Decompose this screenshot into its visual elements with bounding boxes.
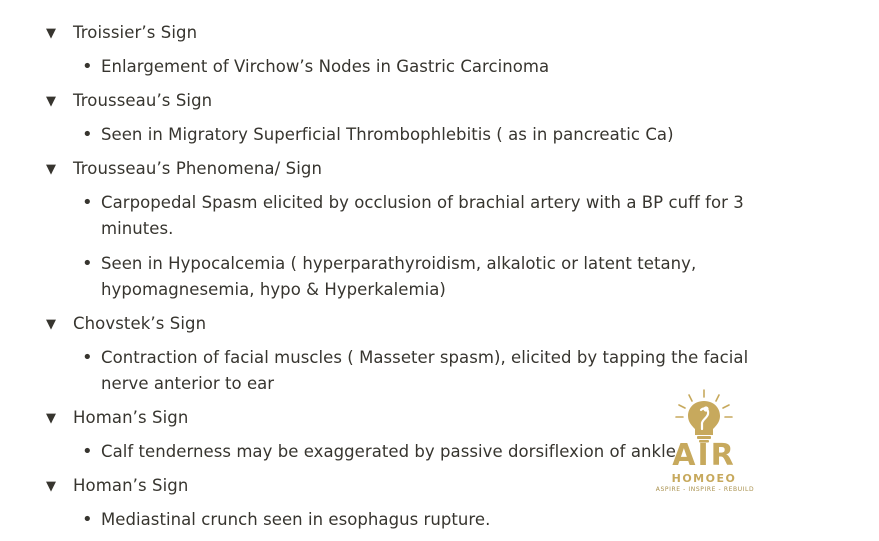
logo-wordmark: AIR: [672, 438, 736, 473]
toggle-header[interactable]: [44, 311, 824, 337]
toggle-content: [44, 507, 824, 533]
list-item: [80, 54, 824, 80]
triangle-down-icon[interactable]: ▼: [46, 161, 56, 177]
toggle-title: Homan’s Sign: [73, 476, 189, 495]
bullet-dot-icon: •: [82, 509, 93, 530]
lightbulb-icon: [659, 388, 749, 443]
toggle-content: [44, 190, 824, 303]
list-item-text: Carpopedal Spasm elicited by occlusion of brachial artery with a BP cuff for 3 minutes.: [101, 193, 744, 238]
bullet-dot-icon: •: [82, 192, 93, 213]
list-item: [80, 190, 824, 242]
list-item-text: Contraction of facial muscles ( Masseter spasm), elicited by tapping the facial nerve anterior to ear: [101, 348, 749, 393]
toggle-title: Trousseau’s Phenomena/ Sign: [73, 159, 323, 178]
toggle-content: [44, 122, 824, 148]
triangle-down-icon[interactable]: ▼: [46, 478, 56, 494]
list-item-text: Mediastinal crunch seen in esophagus rupture.: [101, 510, 491, 529]
air-homoeo-logo: [655, 388, 759, 498]
bullet-dot-icon: •: [82, 56, 93, 77]
triangle-down-icon[interactable]: ▼: [46, 410, 56, 426]
toggle-title: Trousseau’s Sign: [73, 91, 213, 110]
list-item: [80, 122, 824, 148]
triangle-down-icon[interactable]: ▼: [46, 25, 56, 41]
toggle-header[interactable]: [44, 88, 824, 114]
bullet-dot-icon: •: [82, 347, 93, 368]
toggle-header[interactable]: [44, 156, 824, 182]
bullet-dot-icon: •: [82, 441, 93, 462]
toggle-header[interactable]: [44, 20, 824, 46]
triangle-down-icon[interactable]: ▼: [46, 93, 56, 109]
toggle-content: [44, 54, 824, 80]
toggle-block: [44, 311, 824, 397]
toggle-title: Troissier’s Sign: [73, 23, 198, 42]
logo-tagline: ASPIRE - INSPIRE - REBUILD: [655, 486, 755, 493]
toggle-title: Chovstek’s Sign: [73, 314, 207, 333]
list-item-text: Enlargement of Virchow’s Nodes in Gastric Carcinoma: [101, 57, 550, 76]
toggle-title: Homan’s Sign: [73, 408, 189, 427]
logo-subtitle: HOMOEO: [671, 472, 737, 485]
toggle-block: [44, 20, 824, 80]
list-item-text: Seen in Migratory Superficial Thrombophlebitis ( as in pancreatic Ca): [101, 125, 674, 144]
list-item-text: Seen in Hypocalcemia ( hyperparathyroidism, alkalotic or latent tetany, hypomagnesemia, hypo & Hyperkalemia): [101, 254, 697, 299]
list-item-text: Calf tenderness may be exaggerated by passive dorsiflexion of ankle: [101, 442, 676, 461]
triangle-down-icon[interactable]: ▼: [46, 316, 56, 332]
list-item: [80, 507, 824, 533]
list-item: [80, 251, 824, 303]
toggle-block: [44, 156, 824, 303]
bullet-dot-icon: •: [82, 253, 93, 274]
toggle-block: [44, 88, 824, 148]
bullet-dot-icon: •: [82, 124, 93, 145]
